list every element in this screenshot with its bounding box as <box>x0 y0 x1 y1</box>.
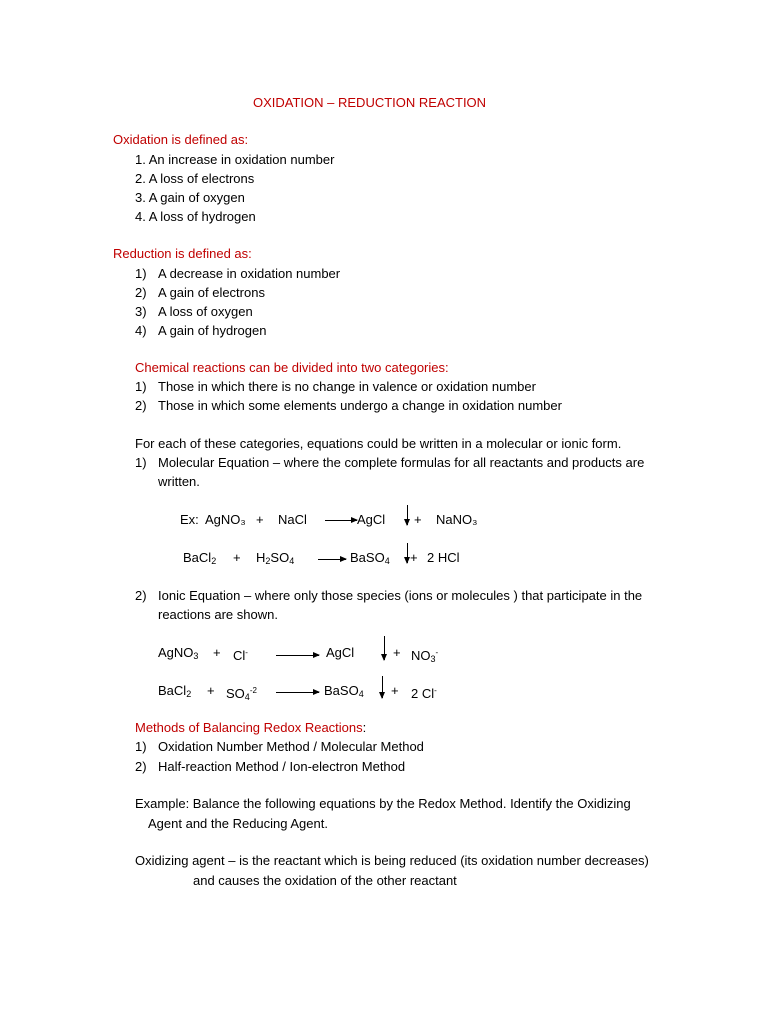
oxidizing-agent-definition: Oxidizing agent – is the reactant which is being reduced (its oxidation number decreases) <box>135 853 649 868</box>
oxidation-item: 4. A loss of hydrogen <box>135 209 256 224</box>
reactant: BaCl$_2$ <box>183 550 217 566</box>
reduction-item-text: A gain of hydrogen <box>158 323 267 338</box>
plus-sign: + <box>233 550 241 565</box>
reduction-item-num: 2) <box>135 285 147 300</box>
plus-sign: + <box>391 683 399 698</box>
oxidation-item: 3. A gain of oxygen <box>135 190 245 205</box>
oxidizing-agent-definition-cont: and causes the oxidation of the other reactant <box>193 873 457 888</box>
precipitate-arrow <box>407 543 408 563</box>
method-item-num: 2) <box>135 759 147 774</box>
plus-sign: + <box>414 512 422 527</box>
method-item-num: 1) <box>135 739 147 754</box>
precipitate-arrow <box>382 676 383 698</box>
product: 2 Cl- <box>411 686 437 701</box>
category-item-text: Those in which there is no change in valence or oxidation number <box>158 379 536 394</box>
example-text: Example: Balance the following equations by the Redox Method. Identify the Oxidizing <box>135 796 631 811</box>
molecular-definition-cont: written. <box>158 474 200 489</box>
product: NaNO₃ <box>436 512 478 527</box>
product: 2 HCl <box>427 550 460 565</box>
product: $NO_3^-$ <box>411 648 439 664</box>
example-text-cont: Agent and the Reducing Agent. <box>148 816 328 831</box>
ionic-num: 2) <box>135 588 147 603</box>
product: BaSO$_4$ <box>324 683 364 699</box>
method-item-text: Half-reaction Method / Ion-electron Method <box>158 759 406 774</box>
categories-heading: Chemical reactions can be divided into two categories: <box>135 360 449 375</box>
plus-sign: + <box>213 645 221 660</box>
precipitate-arrow <box>407 505 408 525</box>
methods-heading: Methods of Balancing Redox Reactions: <box>135 720 367 735</box>
reduction-item-num: 1) <box>135 266 147 281</box>
reactant: BaCl$_2$ <box>158 683 192 699</box>
reaction-arrow <box>276 692 319 693</box>
category-item-num: 2) <box>135 398 147 413</box>
precipitate-arrow <box>384 636 385 660</box>
reactant: $H_2SO_4$ <box>256 550 295 566</box>
plus-sign: + <box>410 550 418 565</box>
reaction-arrow <box>276 655 319 656</box>
reactant: $SO_4^{-2}$ <box>226 686 257 702</box>
reduction-item-text: A gain of electrons <box>158 285 265 300</box>
ionic-definition-cont: reactions are shown. <box>158 607 278 622</box>
oxidation-heading: Oxidation is defined as: <box>113 132 249 147</box>
product: AgCl <box>357 512 386 527</box>
category-item-text: Those in which some elements undergo a change in oxidation number <box>158 398 562 413</box>
plus-sign: + <box>207 683 215 698</box>
reduction-item-num: 4) <box>135 323 147 338</box>
reactant: AgNO$_3$ <box>158 645 199 661</box>
category-item-num: 1) <box>135 379 147 394</box>
reactant: AgNO₃ <box>205 512 246 527</box>
reduction-item-num: 3) <box>135 304 147 319</box>
page-title: OXIDATION – REDUCTION REACTION <box>253 95 487 110</box>
molecular-num: 1) <box>135 455 147 470</box>
ionic-definition: Ionic Equation – where only those species (ions or molecules ) that participate in the <box>158 588 643 603</box>
plus-sign: + <box>393 645 401 660</box>
reduction-heading: Reduction is defined as: <box>113 246 252 261</box>
reactant: Cl- <box>233 648 248 663</box>
example-label: Ex: <box>180 512 199 527</box>
plus-sign: + <box>256 512 264 527</box>
method-item-text: Oxidation Number Method / Molecular Method <box>158 739 424 754</box>
reduction-item-text: A decrease in oxidation number <box>158 266 341 281</box>
molecular-definition: Molecular Equation – where the complete formulas for all reactants and products are <box>158 455 645 470</box>
product: BaSO$_4$ <box>350 550 390 566</box>
reaction-arrow <box>318 559 346 560</box>
reaction-arrow <box>325 520 357 521</box>
product: AgCl <box>326 645 355 660</box>
oxidation-item: 2. A loss of electrons <box>135 171 255 186</box>
forms-intro: For each of these categories, equations could be written in a molecular or ionic form. <box>135 436 622 451</box>
reactant: NaCl <box>278 512 307 527</box>
reduction-item-text: A loss of oxygen <box>158 304 253 319</box>
oxidation-item: 1. An increase in oxidation number <box>135 152 335 167</box>
